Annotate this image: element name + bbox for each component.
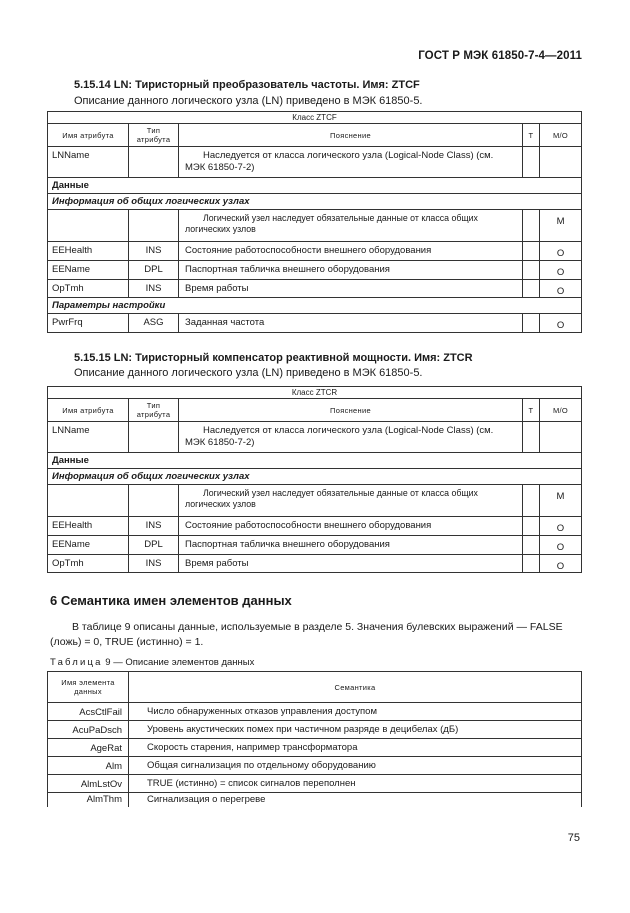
group-row-data [48,452,582,468]
attr-desc: Заданная частота [179,314,523,333]
attr-name: LNName [48,147,129,178]
attr-mo: O [540,554,582,573]
page-number: 75 [567,832,580,844]
attr-name: EEHealth [48,516,129,535]
table-ztcf [47,111,582,333]
document-standard-header: ГОСТ Р МЭК 61850-7-4—2011 [418,50,582,62]
data-element-name: AgeRat [48,739,129,757]
attr-name: LNName [48,422,129,453]
attr-name: OpTmh [48,554,129,573]
table-row [48,516,582,535]
data-element-name: AcuPaDsch [48,721,129,739]
attr-mo: O [540,279,582,298]
attr-type: ASG [129,314,179,333]
col-header-name: Имя элемента данных [48,672,129,703]
attr-desc: Время работы [179,554,523,573]
table-row [48,241,582,260]
attr-mo: O [540,516,582,535]
table-row [48,422,582,453]
column-header-row [48,672,582,703]
data-element-name: Alm [48,757,129,775]
table-row [48,739,582,757]
attr-t [523,147,540,178]
data-element-semantics: Число обнаруженных отказов управления доступом [129,703,582,721]
data-element-semantics: Скорость старения, например трансформатора [129,739,582,757]
attr-name: PwrFrq [48,314,129,333]
table-row [48,721,582,739]
section-description-ztcf: Описание данного логического узла (LN) приведено в МЭК 61850-5. [74,95,423,107]
col-header-t: Т [523,124,540,147]
data-element-name: AlmLstOv [48,775,129,793]
table-row [48,314,582,333]
attr-type: DPL [129,260,179,279]
col-header-mo: M/O [540,124,582,147]
attr-name: OpTmh [48,279,129,298]
data-element-semantics: Уровень акустических помех при частичном разряде в децибелах (дБ) [129,721,582,739]
attr-desc: Паспортная табличка внешнего оборудования [179,260,523,279]
table-semantics [47,671,582,807]
table-ztcr [47,386,582,573]
group-row-data [48,177,582,193]
table-caption-word: Таблица [50,657,103,668]
data-element-semantics: Общая сигнализация по отдельному оборудованию [129,757,582,775]
attr-desc: Состояние работоспособности внешнего оборудования [179,516,523,535]
col-header-name: Имя атрибута [48,124,129,147]
attr-type: DPL [129,535,179,554]
section-title-ztcr: 5.15.15 LN: Тиристорный компенсатор реактивной мощности. Имя: ZTCR [74,352,473,364]
column-header-row [48,399,582,422]
group-row-settings [48,298,582,314]
class-label: Класс ZTCF [48,112,582,124]
table-row [48,757,582,775]
col-header-desc: Пояснение [179,124,523,147]
attr-type: INS [129,554,179,573]
col-header-name: Имя атрибута [48,399,129,422]
attr-desc: Логический узел наследует обязательные данные от класса общих логических узлов [179,209,523,241]
class-header-row [48,387,582,399]
group-label: Информация об общих логических узлах [48,468,582,484]
col-header-mo: M/O [540,399,582,422]
section-heading-semantics: 6 Семантика имен элементов данных [50,593,292,608]
table-row [48,484,582,516]
section-title-ztcf: 5.15.14 LN: Тиристорный преобразователь частоты. Имя: ZTCF [74,79,420,91]
data-element-name: AcsCtlFail [48,703,129,721]
attr-type: INS [129,516,179,535]
attr-desc: Наследуется от класса логического узла (Logical-Node Class) (см. МЭК 61850-7-2) [179,422,523,453]
attr-mo: M [540,484,582,516]
attr-name: EEName [48,260,129,279]
table-row [48,147,582,178]
table-caption-text: 9 — Описание элементов данных [102,657,255,668]
group-label: Параметры настройки [48,298,582,314]
attr-mo [540,147,582,178]
data-element-name: AlmThm [48,793,129,807]
group-label: Данные [48,452,582,468]
table-row [48,260,582,279]
attr-desc: Наследуется от класса логического узла (Logical-Node Class) (см. МЭК 61850-7-2) [179,147,523,178]
group-row-common [48,468,582,484]
attr-mo: M [540,209,582,241]
col-header-semantics: Семантика [129,672,582,703]
attr-desc: Состояние работоспособности внешнего оборудования [179,241,523,260]
section-description-ztcr: Описание данного логического узла (LN) приведено в МЭК 61850-5. [74,367,423,379]
attr-desc: Время работы [179,279,523,298]
attr-mo: O [540,314,582,333]
class-header-row [48,112,582,124]
attr-type: INS [129,241,179,260]
attr-mo: O [540,241,582,260]
class-label: Класс ZTCR [48,387,582,399]
table-row [48,793,582,807]
attr-mo: O [540,260,582,279]
attr-type [129,147,179,178]
attr-desc: Логический узел наследует обязательные данные от класса общих логических узлов [179,484,523,516]
data-element-semantics: Сигнализация о перегреве [129,793,582,807]
group-row-common [48,193,582,209]
table-row [48,535,582,554]
col-header-type: Тип атрибута [129,399,179,422]
col-header-desc: Пояснение [179,399,523,422]
table-caption [50,657,254,668]
data-element-semantics: TRUE (истинно) = список сигналов переполнен [129,775,582,793]
table-row [48,775,582,793]
attr-mo: O [540,535,582,554]
table-row [48,703,582,721]
attr-name: EEName [48,535,129,554]
attr-desc: Паспортная табличка внешнего оборудования [179,535,523,554]
column-header-row [48,124,582,147]
col-header-t: Т [523,399,540,422]
col-header-type: Тип атрибута [129,124,179,147]
table-row [48,279,582,298]
group-label: Информация об общих логических узлах [48,193,582,209]
group-label: Данные [48,177,582,193]
attr-name: EEHealth [48,241,129,260]
section-paragraph: В таблице 9 описаны данные, используемые в разделе 5. Значения булевских выражений — FALSE (ложь) = 0, TRUE (истинно) = 1. [50,621,563,648]
table-row [48,554,582,573]
attr-type: INS [129,279,179,298]
table-row [48,209,582,241]
